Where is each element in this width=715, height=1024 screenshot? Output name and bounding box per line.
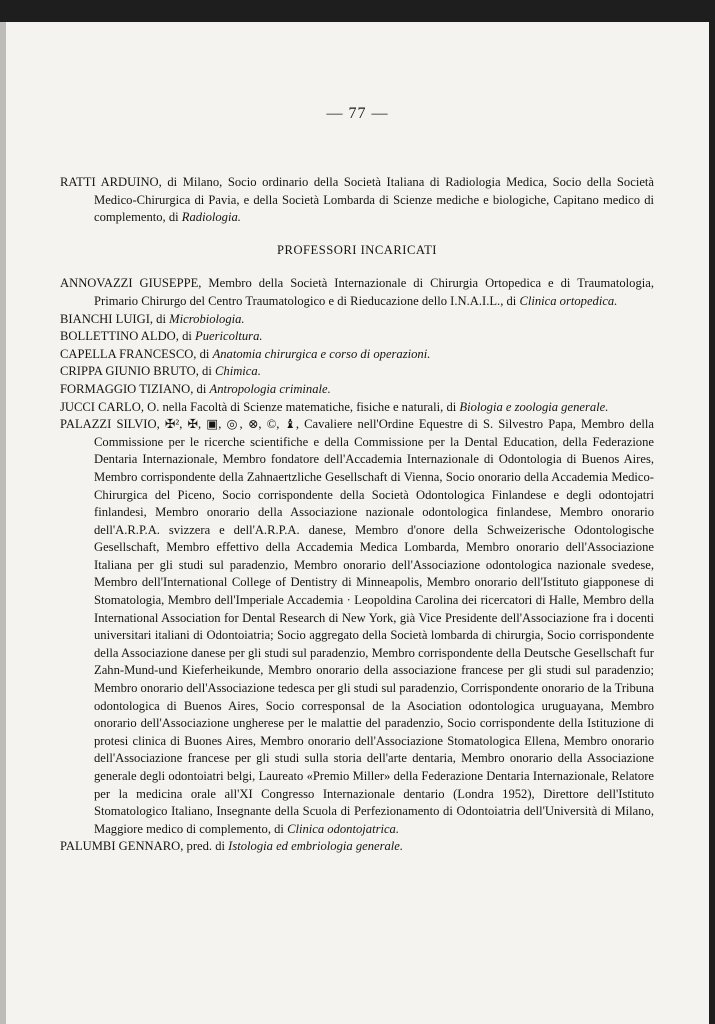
scan-border-top (0, 0, 715, 22)
entry-discipline: Anatomia chirurgica e corso di operazioni. (212, 346, 431, 361)
document-page (6, 22, 709, 1024)
page-number: — 77 — (326, 105, 389, 122)
entry-discipline: Clinica ortopedica. (519, 293, 618, 308)
entry-formaggio (60, 381, 654, 399)
entry-palumbi (60, 838, 654, 856)
scan-border-right (709, 0, 715, 1024)
entry-text: ANNOVAZZI GIUSEPPE, Membro della Società Internazionale di Chirurgia Ortopedica e di Traumatologia, Primario Chirurgo del Centro Traumatologico e di Rieducazione dello I.N.A.I.L., di (60, 276, 654, 308)
entry-discipline: Istologia ed embriologia generale. (228, 839, 404, 854)
entry-text: FORMAGGIO TIZIANO, di (60, 381, 210, 396)
entry-discipline: Puericoltura. (195, 329, 263, 344)
entry-discipline: Radiologia. (181, 210, 241, 225)
entry-text: CAPELLA FRANCESCO, di (60, 346, 213, 361)
page-content (60, 174, 654, 856)
entry-discipline: Biologia e zoologia generale. (459, 399, 609, 414)
entry-text: CRIPPA GIUNIO BRUTO, di (60, 364, 216, 379)
entry-discipline: Chimica. (215, 364, 261, 379)
entry-jucci (60, 399, 654, 417)
entry-capella (60, 346, 654, 364)
entry-text: RATTI ARDUINO, di Milano, Socio ordinario della Società Italiana di Radiologia Medica, Socio della Società Medico-Chirurgica di Pavia, e della Società Lombarda di Scienze mediche e biologiche, Capitano medico di complemento, di (60, 175, 654, 225)
entry-annovazzi (60, 275, 654, 310)
entry-discipline: Antropologia criminale. (209, 381, 331, 396)
entry-ratti (60, 174, 654, 227)
entry-bollettino (60, 328, 654, 346)
entry-discipline: Microbiologia. (169, 311, 245, 326)
entry-text: BIANCHI LUIGI, di (60, 311, 170, 326)
entry-text: PALUMBI GENNARO, pred. di (60, 839, 229, 854)
entry-palazzi (60, 416, 654, 838)
entry-crippa (60, 363, 654, 381)
entry-discipline: Clinica odontojatrica. (287, 821, 400, 836)
entry-bianchi (60, 311, 654, 329)
entry-text: JUCCI CARLO, O. nella Facoltà di Scienze matematiche, fisiche e naturali, di (60, 399, 460, 414)
entry-text: PALAZZI SILVIO, ✠², ✠, ▣, ◎, ⊗, ©, ♝, Cavaliere nell'Ordine Equestre di S. Silvestro Papa, Membro della Commissione per le ricerche scientifiche e della Commissione per la Dental Education, della Federazione Dentaria Internazionale, Membro fondatore dell'Accademia Internazionale di Odontologia di Buenos Aires, Membro corrispondente della Zahnaertzliche Gesellschaft di Vienna, Socio onorario della Accademia Medico-Chirurgica del Piceno, Socio corrispondente della Società Odontologica Finlandese e degli odontojatri finlandesi, Membro onorario della Associazione nazionale odontologica finlandese, Membro onorario dell'A.R.P.A. svizzera e dell'A.R.P.A. danese, Membro d'onore della Schweizerische Odontologische Gesellschaft, Membro effettivo della Accademia Medica Lombarda, Membro onorario dell'Associazione Italiana per gli studi sul paradenzio, Membro onorario dell'Associazione odontologica nazionale svedese, Membro dell'International College of Dentistry di Minneapolis, Membro onorario dell'Istituto giapponese di Stomatologia, Membro dell'Imperiale Accademia · Leopoldina Carolina dei ricercatori di Halle, Membro della International Association for Dental Research di New York, già Vice Presidente dell'Associazione fra i docenti universitari italiani di Odontoiatria; Socio aggregato della Società lombarda di chirurgia, Socio corrispondente della Associazione danese per gli studi sul paradenzio, Membro corrispondente della Deutsche Gesellschaft fur Zahn-Mund-und Kieferheikunde, Membro onorario della associazione francese per gli studi sul paradenzio; Membro onorario dell'Associazione tedesca per gli studi sul paradenzio, Corrispondente onorario de la Tribuna odontologica di Buenos Aires, Socio corresponsal de la Asociation odontologica uruguayana, Membro onorario dell'Associazione ungherese per le malattie del paradenzio, Socio corrispondente della Istituzione di protesi clinica di Buones Aires, Membro onorario dell'Associazione Stomatologica Ellena, Membro onorario dell'Associazione francese per gli studi sulla storia dell'arte dentaria, Membro onorario della Associazione generale degli odontoiatri belgi, Laureato «Premio Miller» della Federazione Dentaria Internazionale, Relatore per la medicina orale all'XI Congresso Internazionale dentario (Londra 1952), Direttore dell'Istituto Stomatologico Italiano, Insegnante della Scuola di Perfezionamento di Odontoiatria dell'Università di Milano, Maggiore medico di complemento, di (60, 417, 654, 836)
entry-text: BOLLETTINO ALDO, di (60, 329, 196, 344)
section-heading: PROFESSORI INCARICATI (277, 242, 437, 257)
